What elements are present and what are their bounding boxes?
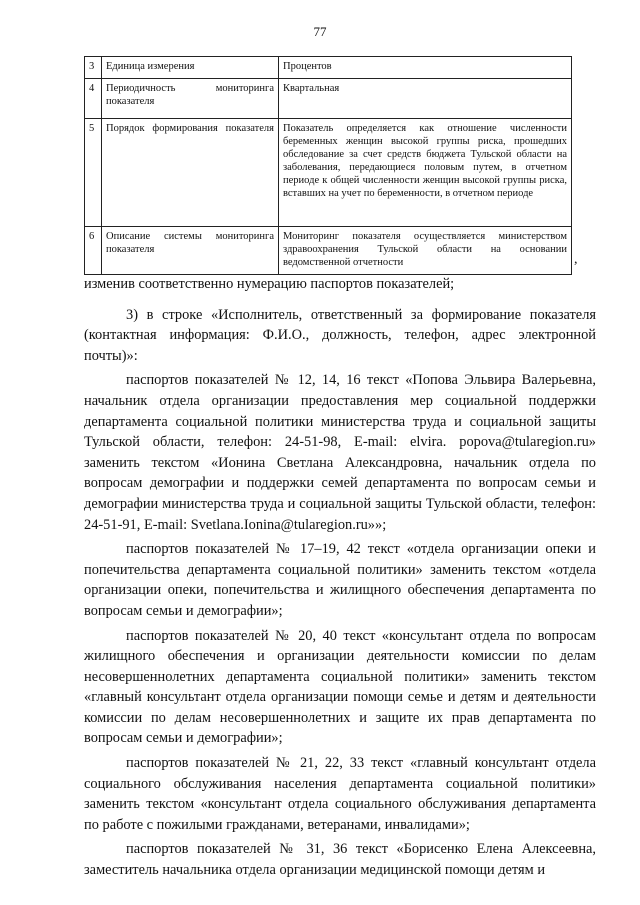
- row-name: Порядок формирования показателя: [102, 119, 279, 227]
- paragraph: паспортов показателей № 31, 36 текст «Борисенко Елена Алексеевна, заместитель начальника отдела организации медицинской помощи детям и: [84, 841, 596, 879]
- row-number: 3: [85, 57, 102, 79]
- paragraph: паспортов показателей № 17–19, 42 текст «отдела организации опеки и попечительства департамента социальной политики» заменить текстом «отдела организации опеки, попечительства и жилищного обеспечения департамента по вопросам семьи и демографии»;: [84, 541, 596, 619]
- paragraph: паспортов показателей № 20, 40 текст «консультант отдела по вопросам жилищного обеспечения и организации деятельности комиссии по делам несовершеннолетних департамента социальной политики» заменить текстом «главный консультант отдела организации помощи семье и детям и деятельности комиссии по делам несовершеннолетних и защите их прав департамента по вопросам семьи и демографии»;: [84, 627, 596, 747]
- table-row: [85, 227, 572, 275]
- row-value: Мониторинг показателя осуществляется министерством здравоохранения Тульской области на основании ведомственной отчетности: [279, 227, 572, 275]
- page-number: 77: [313, 24, 327, 39]
- paragraph: изменив соответственно нумерацию паспортов показателей;: [84, 276, 455, 292]
- paragraph: 3) в строке «Исполнитель, ответственный за формирование показателя (контактная информация: Ф.И.О., должность, телефон, адрес электронной почты)»:: [84, 306, 596, 364]
- row-number: 5: [85, 119, 102, 227]
- row-value: Показатель определяется как отношение численности беременных женщин высокой группы риска, прошедших обследование за счет средств бюджета Тульской области на заболевания, передающиеся половым путем, в отчетном периоде к общей численности женщин высокой группы риска, вставших на учет по беременности, в отчетном периоде: [279, 119, 572, 227]
- row-name: Единица измерения: [102, 57, 279, 79]
- table-row: [85, 119, 572, 227]
- table-row: [85, 79, 572, 119]
- document-body: [84, 274, 596, 881]
- passport-table: [84, 56, 572, 275]
- table-trailing-comma: ,: [574, 252, 578, 267]
- row-name: Описание системы мониторинга показателя: [102, 227, 279, 275]
- row-name: Периодичность мониторинга показателя: [102, 79, 279, 119]
- paragraph: паспортов показателей № 12, 14, 16 текст «Попова Эльвира Валерьевна, начальник отдела организации предоставления мер социальной поддержки департамента социальной политики министерства труда и социальной защиты Тульской области, телефон: 24-51-98, E-mail: elvira. popova@tularegion.ru» заменить текстом «Ионина Светлана Александровна, начальник отдела по вопросам демографии и поддержки семей департамента по вопросам семьи и демографии министерства труда и социальной защиты Тульской области, телефон: 24-51-91, E-mail: Svetlana.Ionina@tularegion.ru»»;: [84, 372, 596, 533]
- row-number: 4: [85, 79, 102, 119]
- row-number: 6: [85, 227, 102, 275]
- row-value: Квартальная: [279, 79, 572, 119]
- table-row: [85, 57, 572, 79]
- paragraph: паспортов показателей № 21, 22, 33 текст «главный консультант отдела социального обслуживания населения департамента социальной политики» заменить текстом «консультант отдела социального обслуживания департамента по работе с пожилыми гражданами, ветеранами, инвалидами»;: [84, 755, 596, 833]
- row-value: Процентов: [279, 57, 572, 79]
